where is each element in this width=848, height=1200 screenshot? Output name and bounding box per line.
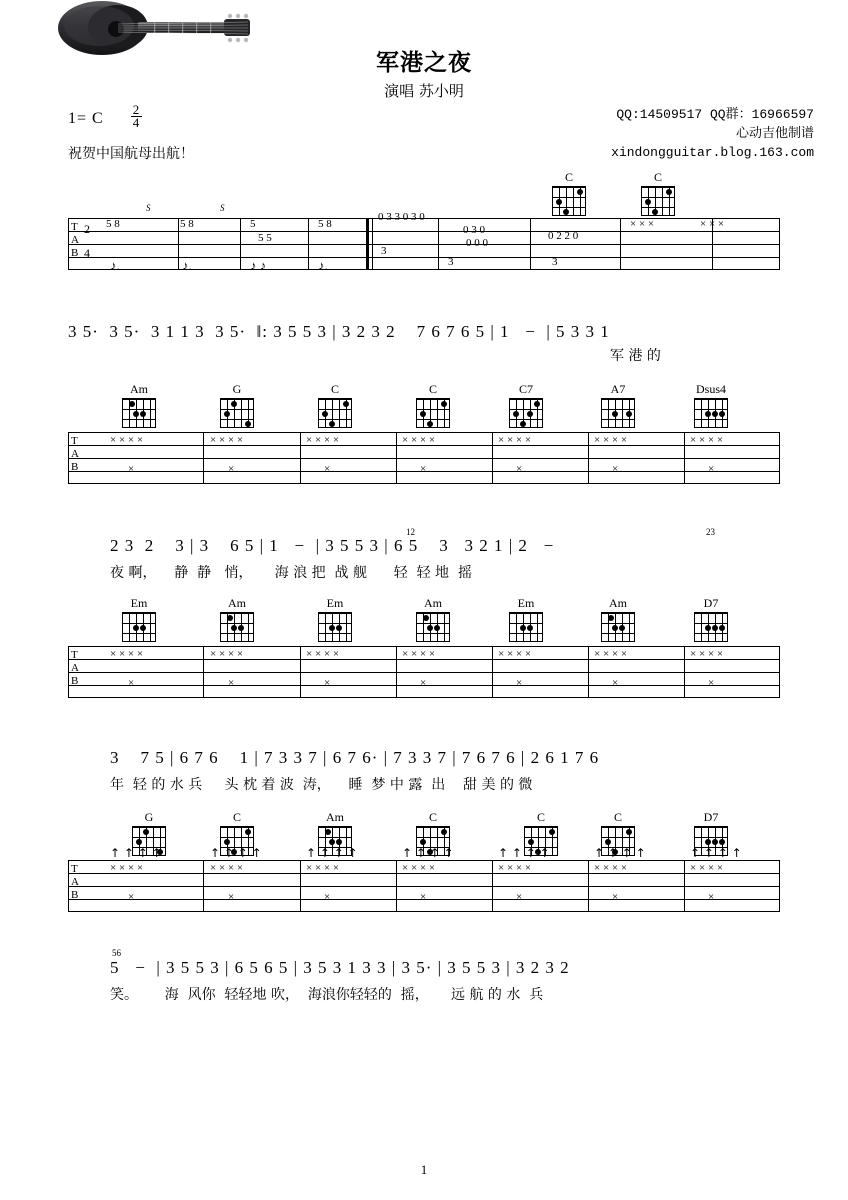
tab-x-marks-low: ×: [228, 677, 235, 689]
barline: [684, 432, 685, 484]
tab-x-marks: × × × ×: [690, 862, 724, 874]
tab-x-marks-low: ×: [612, 891, 619, 903]
strum-up-arrows: ↑ ↑ ↑ ↑: [498, 846, 550, 860]
rhythm-stems: ♪ ♪: [250, 258, 267, 273]
chord-name: C: [564, 170, 573, 184]
page-title: 军港之夜: [376, 50, 472, 76]
chord-diagram: [548, 170, 590, 216]
chord-diagram: [216, 382, 258, 428]
chord-name: Em: [517, 596, 535, 610]
tab-time-signature-bottom: 4: [84, 246, 90, 260]
tab-x-marks-low: ×: [516, 891, 523, 903]
staff-left-edge: [68, 646, 69, 698]
tab-clef-letters: T A B: [71, 221, 79, 259]
chord-diagram: [505, 596, 547, 642]
barline: [396, 432, 397, 484]
chord-name: Am: [609, 596, 627, 610]
tab-x-marks: × × × ×: [594, 648, 628, 660]
chord-diagram: [216, 596, 258, 642]
chord-grid: [220, 612, 254, 642]
tab-clef-letters: T A B: [71, 435, 79, 473]
staff-right-edge: [779, 646, 780, 698]
chord-diagram: [118, 596, 160, 642]
tab-digit-group: 0 0 0: [466, 237, 488, 249]
tab-x-marks-low: ×: [420, 463, 427, 475]
barline: [203, 860, 204, 912]
barline: [203, 646, 204, 698]
tab-x-marks-low: ×: [612, 463, 619, 475]
tab-x-marks-low: ×: [128, 463, 135, 475]
staff-right-edge: [779, 218, 780, 270]
tab-x-marks-low: ×: [708, 677, 715, 689]
staff-left-edge: [68, 432, 69, 484]
chord-name: D7: [703, 810, 719, 824]
chord-grid: [694, 612, 728, 642]
tab-digit-group: 5 8: [106, 218, 120, 230]
barline: [203, 432, 204, 484]
staff-left-edge: [68, 860, 69, 912]
tab-x-marks: × × × ×: [306, 434, 340, 446]
tab-digit-group: 0 2 2 0: [548, 230, 579, 242]
chord-name: C: [330, 382, 339, 396]
chord-grid: [552, 186, 586, 216]
chord-diagram: [505, 382, 547, 428]
chord-grid: [318, 612, 352, 642]
chord-grid: [509, 612, 543, 642]
chord-name: C: [232, 810, 241, 824]
barline: [492, 860, 493, 912]
tab-x-marks-low: ×: [128, 677, 135, 689]
tab-x-marks: × × × ×: [110, 648, 144, 660]
chord-name: C7: [518, 382, 533, 396]
tab-digit-group: 0 3 3 0 3 0: [378, 211, 425, 223]
barline: [396, 860, 397, 912]
rhythm-stems: ♪.: [318, 258, 328, 273]
chord-name: C: [653, 170, 662, 184]
tab-x-marks: × × × ×: [110, 862, 144, 874]
chord-grid: [122, 612, 156, 642]
time-signature: [128, 104, 144, 129]
chord-grid: [220, 398, 254, 428]
staff-left-edge: [68, 218, 69, 270]
chord-name: D7: [703, 596, 719, 610]
chord-grid: [416, 398, 450, 428]
tab-x-marks: × × × ×: [210, 648, 244, 660]
numbered-notation-row: 5 − | 3 5 5 3 | 6 5 6 5 | 3 5 3 1 3 3 | 3 5· | 3 5 5 3 | 3 2 3 2: [110, 958, 570, 977]
barline: [530, 218, 531, 270]
barline: [240, 218, 241, 270]
tab-x-marks: × × × ×: [498, 862, 532, 874]
chord-name: C: [613, 810, 622, 824]
tab-time-signature: 2: [84, 222, 90, 236]
chord-name: Dsus4: [695, 382, 726, 396]
strum-up-arrows: ↑ ↑ ↑ ↑: [306, 846, 358, 860]
tab-x-marks-low: ×: [516, 463, 523, 475]
tab-digit-group: 3: [448, 256, 454, 268]
tab-x-marks: × × × ×: [498, 434, 532, 446]
chord-diagram: [412, 382, 454, 428]
tab-x-marks-low: ×: [420, 891, 427, 903]
rhythm-stems: ♪.: [110, 258, 120, 273]
time-signature-denominator: 4: [132, 115, 140, 130]
barline: [300, 432, 301, 484]
tab-x-marks-low: ×: [708, 891, 715, 903]
tab-x-marks-low: ×: [128, 891, 135, 903]
barline: [588, 860, 589, 912]
strum-up-arrows: ↑ ↑ ↑ ↑: [110, 846, 162, 860]
chord-diagram: [314, 596, 356, 642]
chord-grid: [509, 398, 543, 428]
rhythm-stems: ♪.: [182, 258, 192, 273]
contact-publisher: 心动吉他制谱: [735, 126, 814, 141]
lyrics-row: 笑。 海 风你 轻轻地 吹， 海浪你轻轻的 摇， 远 航 的 水 兵: [110, 987, 544, 1003]
chord-diagram: [597, 382, 639, 428]
page-number: 1: [420, 1162, 428, 1177]
barline: [308, 218, 309, 270]
tab-digit-group: 5 5: [258, 232, 272, 244]
chord-name: Am: [424, 596, 442, 610]
numbered-notation-row: 3 7 5 | 6 7 6 1 | 7 3 3 7 | 6 7 6· | 7 3 3 7 | 7 6 7 6 | 2 6 1 7 6: [110, 748, 600, 767]
chord-name: G: [232, 382, 242, 396]
tab-x-marks: × × × ×: [210, 862, 244, 874]
tab-x-marks-low: ×: [324, 463, 331, 475]
strum-up-arrows: ↑ ↑ ↑ ↑: [402, 846, 454, 860]
tab-x-marks: × × × ×: [306, 862, 340, 874]
strum-up-arrows: ↑ ↑ ↑ ↑: [594, 846, 646, 860]
barline: [684, 860, 685, 912]
strum-up-arrows: ↑ ↑ ↑ ↑: [210, 846, 262, 860]
barline: [588, 432, 589, 484]
barline: [492, 646, 493, 698]
barline: [300, 860, 301, 912]
chord-grid: [122, 398, 156, 428]
chord-name: Em: [326, 596, 344, 610]
tab-x-marks: × × × ×: [594, 862, 628, 874]
contact-qq: QQ:14509517 QQ群：16966597: [616, 107, 814, 122]
barline: [178, 218, 179, 270]
chord-diagram: [314, 382, 356, 428]
tab-x-marks: × × × ×: [210, 434, 244, 446]
chord-grid: [641, 186, 675, 216]
tab-x-marks-low: ×: [228, 463, 235, 475]
barline: [588, 646, 589, 698]
tab-x-marks: × × × ×: [690, 434, 724, 446]
contact-website: xindongguitar.blog.163.com: [611, 145, 814, 160]
strum-up-arrows: ↑ ↑ ↑ ↑: [690, 846, 742, 860]
tab-x-marks: × × × ×: [594, 434, 628, 446]
tab-digit: S: [220, 203, 225, 213]
tab-x-marks-low: ×: [420, 677, 427, 689]
tab-x-marks: × × × ×: [306, 648, 340, 660]
tab-x-marks: × × × ×: [498, 648, 532, 660]
chord-diagram: [690, 596, 732, 642]
staff-right-edge: [779, 432, 780, 484]
contact-block: [611, 105, 814, 162]
tab-x-marks: × × × ×: [402, 862, 436, 874]
lyrics-row: 军 港 的: [610, 348, 661, 364]
tab-digit-group: 0 3 0: [463, 224, 485, 236]
tab-x-marks: × × × ×: [110, 434, 144, 446]
staff-right-edge: [779, 860, 780, 912]
time-signature-numerator: 2: [132, 102, 140, 117]
barline: [396, 646, 397, 698]
chord-diagram: [597, 596, 639, 642]
chord-name: Am: [326, 810, 344, 824]
barline: [684, 646, 685, 698]
repeat-barline: [366, 218, 369, 270]
tab-digit-group: 5 8: [318, 218, 332, 230]
tab-x-marks: × × × ×: [402, 648, 436, 660]
fret-position-marker: 56: [112, 948, 121, 958]
tab-clef-letters: T A B: [71, 649, 79, 687]
chord-name: Em: [130, 596, 148, 610]
tab-x-marks-low: ×: [516, 677, 523, 689]
chord-grid: [694, 398, 728, 428]
fret-position-marker: 12: [406, 527, 415, 537]
barline: [300, 646, 301, 698]
tab-digit-group: 3: [381, 245, 387, 257]
tab-x-marks-low: ×: [324, 891, 331, 903]
tab-x-marks: × × × ×: [690, 648, 724, 660]
chord-diagram: [118, 382, 160, 428]
lyrics-row: 年 轻 的 水 兵 头 枕 着 波 涛， 睡 梦 中 露 出 甜 美 的 微: [110, 777, 533, 793]
chord-name: C: [536, 810, 545, 824]
chord-diagram: [412, 596, 454, 642]
chord-grid: [601, 398, 635, 428]
barline: [620, 218, 621, 270]
tab-digit: S: [146, 203, 151, 213]
dedication-text: 祝贺中国航母出航！: [68, 146, 194, 162]
chord-name: Am: [130, 382, 148, 396]
tab-x-marks: × × ×: [700, 218, 725, 230]
key-signature: 1= C: [68, 110, 104, 127]
tab-x-marks-low: ×: [612, 677, 619, 689]
chord-name: Am: [228, 596, 246, 610]
chord-diagram: [690, 382, 732, 428]
tab-staff: [68, 218, 780, 270]
repeat-barline-thin: [372, 218, 373, 270]
tab-clef-letters: T A B: [71, 863, 79, 901]
tab-digit-group: 3: [552, 256, 558, 268]
tab-x-marks-low: ×: [228, 891, 235, 903]
chord-name: G: [144, 810, 154, 824]
fret-position-marker: 23: [706, 527, 715, 537]
chord-grid: [416, 612, 450, 642]
tab-x-marks: × × ×: [630, 218, 655, 230]
chord-name: C: [428, 382, 437, 396]
numbered-notation-row: 3 5· 3 5· 3 1 1 3 3 5· ‖: 3 5 5 3 | 3 2 3 2 7 6 7 6 5 | 1 − | 5 3 3 1: [68, 322, 610, 341]
chord-name: C: [428, 810, 437, 824]
performer-subtitle: 演唱 苏小明: [384, 82, 464, 100]
tab-x-marks-low: ×: [324, 677, 331, 689]
barline: [492, 432, 493, 484]
tab-digit-group: 5 8: [180, 218, 194, 230]
numbered-notation-row: 2 3 2 3 | 3 6 5 | 1 − | 3 5 5 3 | 6 5 3 3 2 1 | 2 −: [110, 536, 555, 555]
chord-diagram: [637, 170, 679, 216]
tab-x-marks: × × × ×: [402, 434, 436, 446]
lyrics-row: 夜 啊， 静 静 悄， 海 浪 把 战 舰 轻 轻 地 摇: [110, 565, 472, 581]
barline: [438, 218, 439, 270]
chord-name: A7: [610, 382, 626, 396]
chord-grid: [318, 398, 352, 428]
tab-digit-group: 5: [250, 218, 256, 230]
tab-x-marks-low: ×: [708, 463, 715, 475]
chord-grid: [601, 612, 635, 642]
